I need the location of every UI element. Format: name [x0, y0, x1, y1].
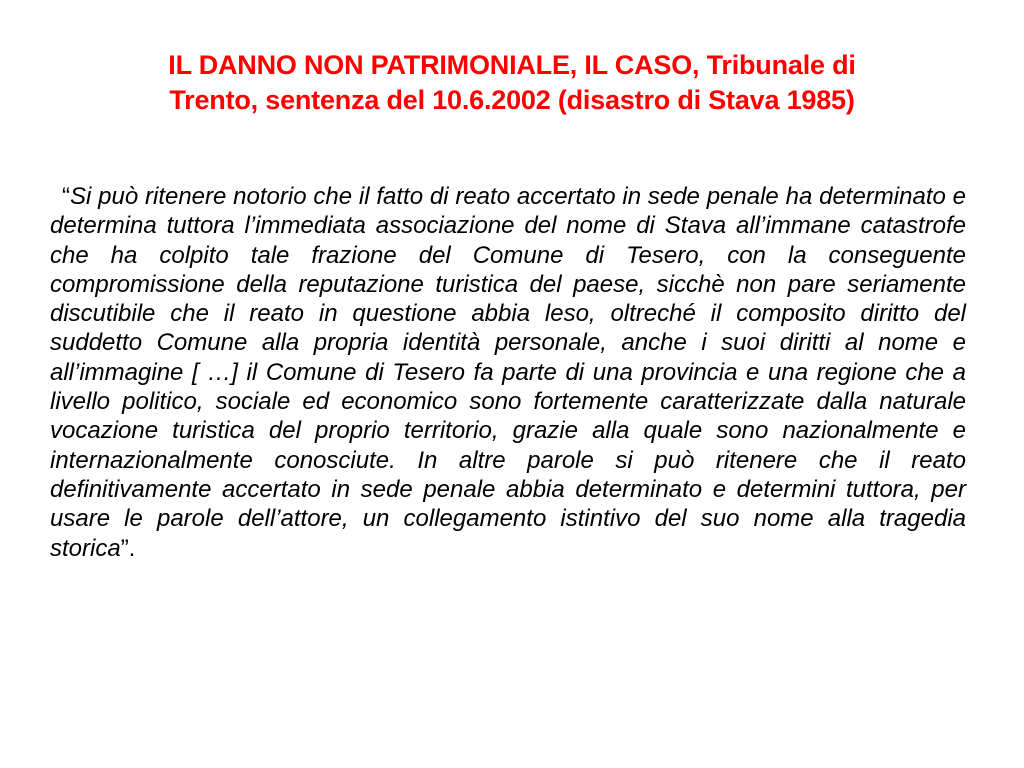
quote-text: Si può ritenere notorio che il fatto di reato accertato in sede penale ha determinato e determina tuttora l’immediata associazione del nome di Stava all’immane catastrofe che ha colpito tale frazione del Comune di Tesero, con la conseguente compromissione della reputazione turistica del paese, sicchè non pare seriamente discutibile che il reato in questione abbia leso, oltreché il composito diritto del suddetto Comune alla propria identità personale, anche i suoi diritti al nome e all’immagine [ …] il Comune di Tesero fa parte di una provincia e una regione che a livello politico, sociale ed economico sono fortemente caratterizzate dalla naturale vocazione turistica del proprio territorio, grazie alla quale sono nazionalmente e internazionalmente conosciute. In altre parole si può ritenere che il reato definitivamente accertato in sede penale abbia determinato e determini tuttora, per usare le parole dell’attore, un collegamento istintivo del suo nome alla tragedia storica — [50, 183, 966, 562]
closing-quote-mark: ”. — [120, 534, 136, 562]
opening-quote-mark: “ — [62, 183, 70, 210]
quote-paragraph — [50, 182, 966, 563]
slide-title-line-2: Trento, sentenza del 10.6.2002 (disastro di Stava 1985) — [169, 85, 855, 115]
slide-title — [40, 48, 984, 118]
slide-title-line-1: IL DANNO NON PATRIMONIALE, IL CASO, Tribunale di — [168, 50, 856, 80]
